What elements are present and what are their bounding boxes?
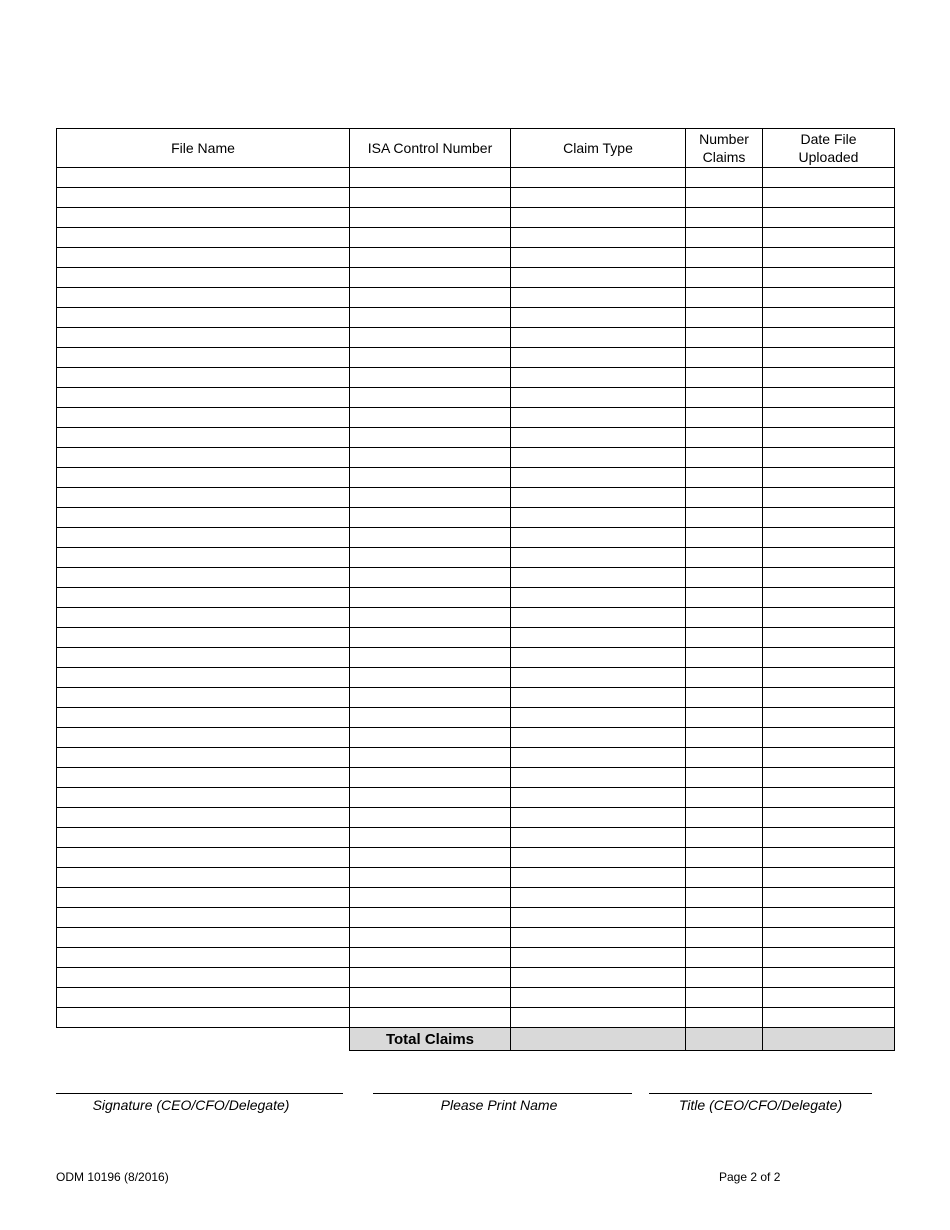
file-name-cell[interactable] <box>57 348 350 368</box>
number-claims-cell[interactable] <box>686 828 763 848</box>
number-claims-cell[interactable] <box>686 628 763 648</box>
claim-type-cell[interactable] <box>511 948 686 968</box>
claim-type-cell[interactable] <box>511 168 686 188</box>
table-row <box>57 368 895 388</box>
isa-control-number-cell[interactable] <box>350 188 511 208</box>
table-row <box>57 1008 895 1028</box>
isa-control-number-cell[interactable] <box>350 408 511 428</box>
number-claims-cell[interactable] <box>686 908 763 928</box>
date-uploaded-cell[interactable] <box>763 728 895 748</box>
table-row <box>57 328 895 348</box>
claim-type-cell[interactable] <box>511 808 686 828</box>
file-name-cell[interactable] <box>57 988 350 1008</box>
number-claims-cell[interactable] <box>686 308 763 328</box>
claim-type-cell[interactable] <box>511 968 686 988</box>
header-file-name: File Name <box>57 129 350 168</box>
table-row <box>57 708 895 728</box>
isa-control-number-cell[interactable] <box>350 228 511 248</box>
signature-line[interactable] <box>56 1093 343 1094</box>
total-row <box>57 1028 895 1051</box>
table-row <box>57 728 895 748</box>
table-row <box>57 528 895 548</box>
isa-control-number-cell[interactable] <box>350 688 511 708</box>
header-date-uploaded-line1: Date File <box>800 131 857 147</box>
table-row <box>57 768 895 788</box>
header-date-uploaded-line2: Uploaded <box>798 149 859 165</box>
file-name-cell[interactable] <box>57 748 350 768</box>
date-uploaded-cell[interactable] <box>763 588 895 608</box>
number-claims-cell[interactable] <box>686 228 763 248</box>
claim-type-cell[interactable] <box>511 348 686 368</box>
isa-control-number-cell[interactable] <box>350 488 511 508</box>
claim-type-cell[interactable] <box>511 468 686 488</box>
isa-control-number-cell[interactable] <box>350 388 511 408</box>
table-row <box>57 208 895 228</box>
claim-type-cell[interactable] <box>511 308 686 328</box>
file-name-cell[interactable] <box>57 848 350 868</box>
date-uploaded-cell[interactable] <box>763 848 895 868</box>
claim-type-cell[interactable] <box>511 208 686 228</box>
isa-control-number-cell[interactable] <box>350 568 511 588</box>
date-uploaded-cell[interactable] <box>763 908 895 928</box>
number-claims-cell[interactable] <box>686 288 763 308</box>
number-claims-cell[interactable] <box>686 508 763 528</box>
file-name-cell[interactable] <box>57 708 350 728</box>
table-row <box>57 568 895 588</box>
file-name-cell[interactable] <box>57 648 350 668</box>
file-name-cell[interactable] <box>57 668 350 688</box>
number-claims-cell[interactable] <box>686 348 763 368</box>
isa-control-number-cell[interactable] <box>350 808 511 828</box>
claim-type-cell[interactable] <box>511 708 686 728</box>
date-uploaded-cell[interactable] <box>763 228 895 248</box>
claim-type-cell[interactable] <box>511 228 686 248</box>
date-uploaded-cell[interactable] <box>763 428 895 448</box>
file-name-cell[interactable] <box>57 508 350 528</box>
claim-type-cell[interactable] <box>511 668 686 688</box>
number-claims-cell[interactable] <box>686 988 763 1008</box>
file-name-cell[interactable] <box>57 228 350 248</box>
date-uploaded-cell[interactable] <box>763 568 895 588</box>
date-uploaded-cell[interactable] <box>763 188 895 208</box>
isa-control-number-cell[interactable] <box>350 828 511 848</box>
isa-control-number-cell[interactable] <box>350 608 511 628</box>
isa-control-number-cell[interactable] <box>350 468 511 488</box>
file-name-cell[interactable] <box>57 568 350 588</box>
number-claims-cell[interactable] <box>686 248 763 268</box>
title-line[interactable] <box>649 1093 872 1094</box>
table-row <box>57 268 895 288</box>
claim-type-cell[interactable] <box>511 568 686 588</box>
claim-type-cell[interactable] <box>511 688 686 708</box>
isa-control-number-cell[interactable] <box>350 648 511 668</box>
date-uploaded-cell[interactable] <box>763 508 895 528</box>
date-uploaded-cell[interactable] <box>763 208 895 228</box>
number-claims-cell[interactable] <box>686 748 763 768</box>
claim-type-cell[interactable] <box>511 508 686 528</box>
table-row <box>57 928 895 948</box>
claim-type-cell[interactable] <box>511 768 686 788</box>
date-uploaded-cell[interactable] <box>763 168 895 188</box>
claims-table <box>56 128 895 1051</box>
file-name-cell[interactable] <box>57 808 350 828</box>
number-claims-cell[interactable] <box>686 848 763 868</box>
number-claims-cell[interactable] <box>686 208 763 228</box>
title-label: Title (CEO/CFO/Delegate) <box>678 1097 843 1113</box>
number-claims-cell[interactable] <box>686 668 763 688</box>
date-uploaded-cell[interactable] <box>763 628 895 648</box>
table-row <box>57 308 895 328</box>
date-uploaded-cell[interactable] <box>763 368 895 388</box>
total-number-claims-cell[interactable] <box>686 1028 763 1051</box>
table-row <box>57 688 895 708</box>
total-claims-label: Total Claims <box>350 1028 511 1051</box>
claim-type-cell[interactable] <box>511 328 686 348</box>
date-uploaded-cell[interactable] <box>763 888 895 908</box>
date-uploaded-cell[interactable] <box>763 388 895 408</box>
table-row <box>57 848 895 868</box>
isa-control-number-cell[interactable] <box>350 928 511 948</box>
claim-type-cell[interactable] <box>511 588 686 608</box>
isa-control-number-cell[interactable] <box>350 728 511 748</box>
date-uploaded-cell[interactable] <box>763 788 895 808</box>
number-claims-cell[interactable] <box>686 168 763 188</box>
table-row <box>57 248 895 268</box>
header-date-uploaded <box>763 129 895 168</box>
claim-type-cell[interactable] <box>511 428 686 448</box>
date-uploaded-cell[interactable] <box>763 248 895 268</box>
form-id: ODM 10196 (8/2016) <box>56 1170 169 1184</box>
file-name-cell[interactable] <box>57 688 350 708</box>
isa-control-number-cell[interactable] <box>350 328 511 348</box>
claim-type-cell[interactable] <box>511 628 686 648</box>
claim-type-cell[interactable] <box>511 248 686 268</box>
file-name-cell[interactable] <box>57 628 350 648</box>
number-claims-cell[interactable] <box>686 468 763 488</box>
isa-control-number-cell[interactable] <box>350 668 511 688</box>
file-name-cell[interactable] <box>57 728 350 748</box>
claim-type-cell[interactable] <box>511 988 686 1008</box>
file-name-cell[interactable] <box>57 308 350 328</box>
claim-type-cell[interactable] <box>511 368 686 388</box>
isa-control-number-cell[interactable] <box>350 868 511 888</box>
claim-type-cell[interactable] <box>511 1008 686 1028</box>
number-claims-cell[interactable] <box>686 568 763 588</box>
isa-control-number-cell[interactable] <box>350 348 511 368</box>
date-uploaded-cell[interactable] <box>763 608 895 628</box>
isa-control-number-cell[interactable] <box>350 368 511 388</box>
number-claims-cell[interactable] <box>686 448 763 468</box>
table-row <box>57 548 895 568</box>
table-row <box>57 288 895 308</box>
isa-control-number-cell[interactable] <box>350 508 511 528</box>
number-claims-cell[interactable] <box>686 188 763 208</box>
isa-control-number-cell[interactable] <box>350 708 511 728</box>
table-row <box>57 648 895 668</box>
isa-control-number-cell[interactable] <box>350 1008 511 1028</box>
number-claims-cell[interactable] <box>686 968 763 988</box>
date-uploaded-cell[interactable] <box>763 1008 895 1028</box>
file-name-cell[interactable] <box>57 448 350 468</box>
file-name-cell[interactable] <box>57 928 350 948</box>
claim-type-cell[interactable] <box>511 528 686 548</box>
date-uploaded-cell[interactable] <box>763 768 895 788</box>
table-row <box>57 508 895 528</box>
file-name-cell[interactable] <box>57 888 350 908</box>
file-name-cell[interactable] <box>57 208 350 228</box>
claim-type-cell[interactable] <box>511 488 686 508</box>
isa-control-number-cell[interactable] <box>350 288 511 308</box>
claim-type-cell[interactable] <box>511 408 686 428</box>
isa-control-number-cell[interactable] <box>350 548 511 568</box>
date-uploaded-cell[interactable] <box>763 648 895 668</box>
header-number-claims-line2: Claims <box>702 149 746 165</box>
file-name-cell[interactable] <box>57 328 350 348</box>
claim-type-cell[interactable] <box>511 268 686 288</box>
isa-control-number-cell[interactable] <box>350 428 511 448</box>
number-claims-cell[interactable] <box>686 888 763 908</box>
claim-type-cell[interactable] <box>511 908 686 928</box>
date-uploaded-cell[interactable] <box>763 948 895 968</box>
total-date-cell[interactable] <box>763 1028 895 1051</box>
isa-control-number-cell[interactable] <box>350 768 511 788</box>
claim-type-cell[interactable] <box>511 788 686 808</box>
date-uploaded-cell[interactable] <box>763 828 895 848</box>
claim-type-cell[interactable] <box>511 748 686 768</box>
claim-type-cell[interactable] <box>511 828 686 848</box>
table-row <box>57 228 895 248</box>
file-name-cell[interactable] <box>57 588 350 608</box>
table-body <box>57 168 895 1028</box>
table-row <box>57 748 895 768</box>
date-uploaded-cell[interactable] <box>763 348 895 368</box>
isa-control-number-cell[interactable] <box>350 268 511 288</box>
date-uploaded-cell[interactable] <box>763 928 895 948</box>
table-row <box>57 988 895 1008</box>
total-spacer <box>57 1028 350 1051</box>
date-uploaded-cell[interactable] <box>763 528 895 548</box>
file-name-cell[interactable] <box>57 788 350 808</box>
file-name-cell[interactable] <box>57 248 350 268</box>
file-name-cell[interactable] <box>57 388 350 408</box>
date-uploaded-cell[interactable] <box>763 808 895 828</box>
number-claims-cell[interactable] <box>686 928 763 948</box>
claim-type-cell[interactable] <box>511 448 686 468</box>
date-uploaded-cell[interactable] <box>763 468 895 488</box>
number-claims-cell[interactable] <box>686 688 763 708</box>
table-row <box>57 468 895 488</box>
file-name-cell[interactable] <box>57 168 350 188</box>
page-number: Page 2 of 2 <box>719 1170 781 1184</box>
claim-type-cell[interactable] <box>511 868 686 888</box>
number-claims-cell[interactable] <box>686 268 763 288</box>
table-row <box>57 968 895 988</box>
number-claims-cell[interactable] <box>686 768 763 788</box>
file-name-cell[interactable] <box>57 548 350 568</box>
file-name-cell[interactable] <box>57 948 350 968</box>
number-claims-cell[interactable] <box>686 528 763 548</box>
isa-control-number-cell[interactable] <box>350 748 511 768</box>
claim-type-cell[interactable] <box>511 608 686 628</box>
isa-control-number-cell[interactable] <box>350 168 511 188</box>
total-claim-type-cell[interactable] <box>511 1028 686 1051</box>
file-name-cell[interactable] <box>57 868 350 888</box>
table-row <box>57 908 895 928</box>
date-uploaded-cell[interactable] <box>763 408 895 428</box>
date-uploaded-cell[interactable] <box>763 268 895 288</box>
date-uploaded-cell[interactable] <box>763 968 895 988</box>
isa-control-number-cell[interactable] <box>350 968 511 988</box>
number-claims-cell[interactable] <box>686 488 763 508</box>
date-uploaded-cell[interactable] <box>763 708 895 728</box>
table-row <box>57 188 895 208</box>
file-name-cell[interactable] <box>57 768 350 788</box>
file-name-cell[interactable] <box>57 408 350 428</box>
isa-control-number-cell[interactable] <box>350 208 511 228</box>
file-name-cell[interactable] <box>57 268 350 288</box>
signature-label: Signature (CEO/CFO/Delegate) <box>92 1097 290 1113</box>
claim-type-cell[interactable] <box>511 288 686 308</box>
table-row <box>57 628 895 648</box>
date-uploaded-cell[interactable] <box>763 288 895 308</box>
file-name-cell[interactable] <box>57 908 350 928</box>
date-uploaded-cell[interactable] <box>763 328 895 348</box>
isa-control-number-cell[interactable] <box>350 528 511 548</box>
number-claims-cell[interactable] <box>686 808 763 828</box>
number-claims-cell[interactable] <box>686 608 763 628</box>
number-claims-cell[interactable] <box>686 728 763 748</box>
claim-type-cell[interactable] <box>511 848 686 868</box>
file-name-cell[interactable] <box>57 528 350 548</box>
table-row <box>57 888 895 908</box>
table-row <box>57 168 895 188</box>
table-row <box>57 828 895 848</box>
isa-control-number-cell[interactable] <box>350 888 511 908</box>
isa-control-number-cell[interactable] <box>350 248 511 268</box>
date-uploaded-cell[interactable] <box>763 688 895 708</box>
table-row <box>57 408 895 428</box>
table-row <box>57 588 895 608</box>
number-claims-cell[interactable] <box>686 368 763 388</box>
file-name-cell[interactable] <box>57 488 350 508</box>
isa-control-number-cell[interactable] <box>350 848 511 868</box>
number-claims-cell[interactable] <box>686 428 763 448</box>
claim-type-cell[interactable] <box>511 928 686 948</box>
number-claims-cell[interactable] <box>686 868 763 888</box>
table-row <box>57 948 895 968</box>
number-claims-cell[interactable] <box>686 388 763 408</box>
file-name-cell[interactable] <box>57 968 350 988</box>
claim-type-cell[interactable] <box>511 888 686 908</box>
file-name-cell[interactable] <box>57 368 350 388</box>
table-row <box>57 388 895 408</box>
print-name-line[interactable] <box>373 1093 632 1094</box>
table-row <box>57 488 895 508</box>
table-row <box>57 868 895 888</box>
header-claim-type: Claim Type <box>511 129 686 168</box>
number-claims-cell[interactable] <box>686 328 763 348</box>
table-row <box>57 808 895 828</box>
isa-control-number-cell[interactable] <box>350 628 511 648</box>
table-row <box>57 668 895 688</box>
date-uploaded-cell[interactable] <box>763 548 895 568</box>
number-claims-cell[interactable] <box>686 548 763 568</box>
date-uploaded-cell[interactable] <box>763 448 895 468</box>
date-uploaded-cell[interactable] <box>763 988 895 1008</box>
file-name-cell[interactable] <box>57 468 350 488</box>
header-number-claims-line1: Number <box>699 131 749 147</box>
claim-type-cell[interactable] <box>511 548 686 568</box>
isa-control-number-cell[interactable] <box>350 988 511 1008</box>
claim-type-cell[interactable] <box>511 648 686 668</box>
table-row <box>57 348 895 368</box>
table-row <box>57 428 895 448</box>
table-row <box>57 788 895 808</box>
table-row <box>57 448 895 468</box>
number-claims-cell[interactable] <box>686 408 763 428</box>
number-claims-cell[interactable] <box>686 588 763 608</box>
isa-control-number-cell[interactable] <box>350 308 511 328</box>
file-name-cell[interactable] <box>57 608 350 628</box>
header-isa-control-number: ISA Control Number <box>350 129 511 168</box>
file-name-cell[interactable] <box>57 188 350 208</box>
isa-control-number-cell[interactable] <box>350 948 511 968</box>
date-uploaded-cell[interactable] <box>763 668 895 688</box>
number-claims-cell[interactable] <box>686 708 763 728</box>
claim-type-cell[interactable] <box>511 728 686 748</box>
claim-type-cell[interactable] <box>511 388 686 408</box>
number-claims-cell[interactable] <box>686 948 763 968</box>
isa-control-number-cell[interactable] <box>350 788 511 808</box>
date-uploaded-cell[interactable] <box>763 308 895 328</box>
number-claims-cell[interactable] <box>686 1008 763 1028</box>
isa-control-number-cell[interactable] <box>350 448 511 468</box>
isa-control-number-cell[interactable] <box>350 908 511 928</box>
file-name-cell[interactable] <box>57 428 350 448</box>
file-name-cell[interactable] <box>57 828 350 848</box>
print-name-label: Please Print Name <box>440 1097 558 1113</box>
table-row <box>57 608 895 628</box>
number-claims-cell[interactable] <box>686 788 763 808</box>
header-number-claims <box>686 129 763 168</box>
date-uploaded-cell[interactable] <box>763 748 895 768</box>
claim-type-cell[interactable] <box>511 188 686 208</box>
file-name-cell[interactable] <box>57 1008 350 1028</box>
file-name-cell[interactable] <box>57 288 350 308</box>
date-uploaded-cell[interactable] <box>763 868 895 888</box>
header-row <box>57 129 895 168</box>
date-uploaded-cell[interactable] <box>763 488 895 508</box>
number-claims-cell[interactable] <box>686 648 763 668</box>
isa-control-number-cell[interactable] <box>350 588 511 608</box>
